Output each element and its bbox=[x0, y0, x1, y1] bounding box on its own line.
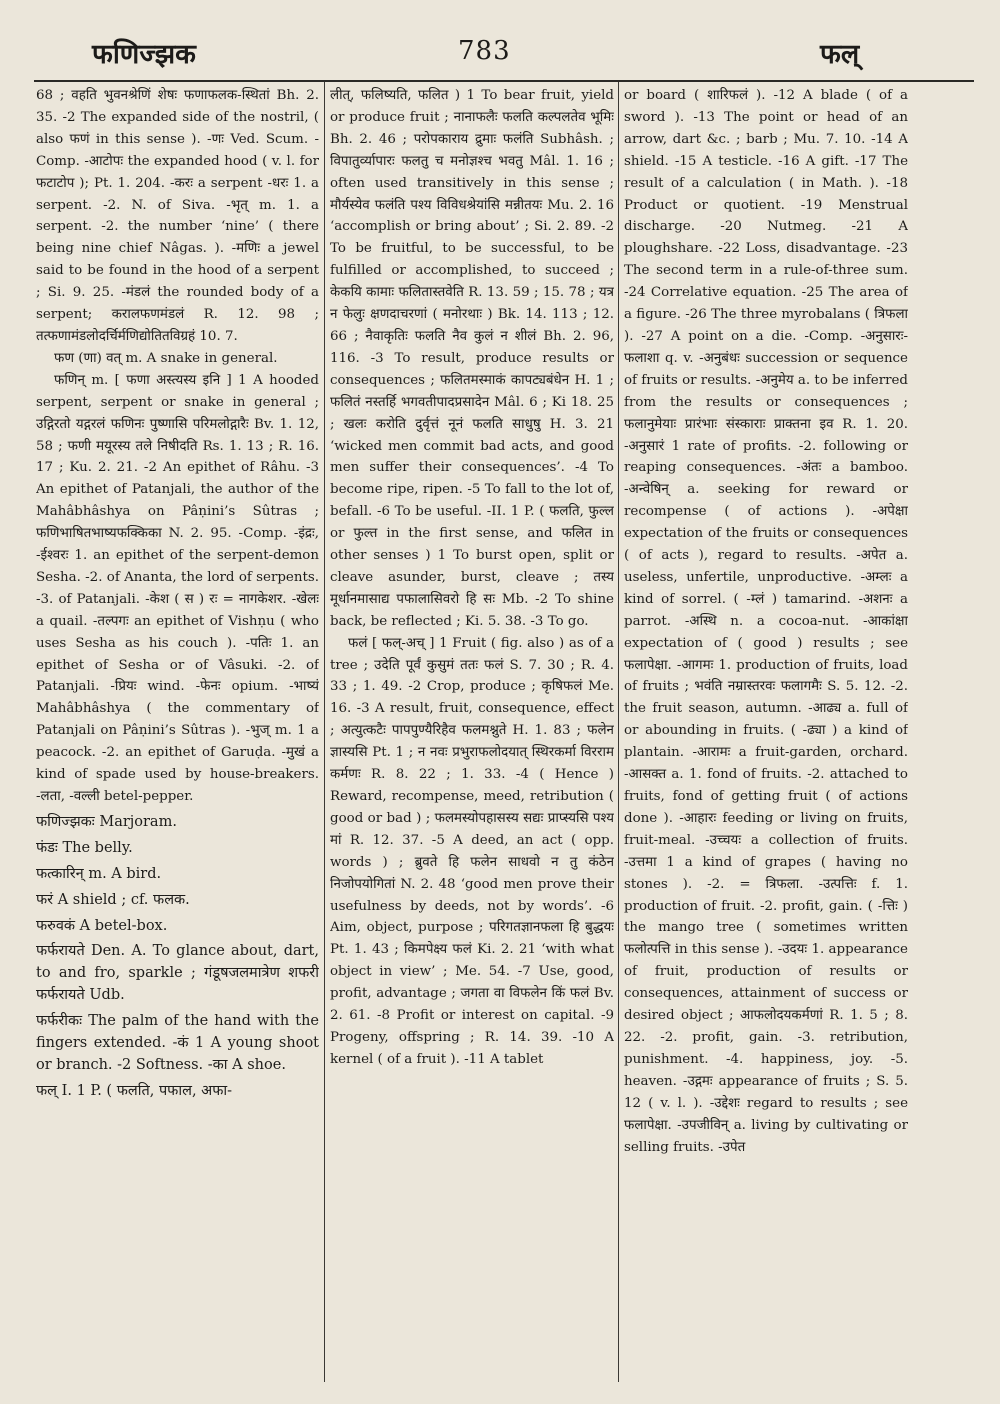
entry-text: फत्कारिन् m. A bird. bbox=[36, 865, 162, 882]
header-rule bbox=[34, 80, 974, 82]
entry-text: फण (णा) वत् m. A snake in general. bbox=[54, 350, 278, 366]
entry-text: or board ( शारिफलं ). -12 A blade ( of a sword ). -13 The point or head of an arrow, dart &c. ; barb ; Mu. 7. 10. -14 A shield. -15 A testicle. -16 A gift. -17 The result of a calculation ( in Math. ). -18 Product or quotient. -19 Menstrual discharge. -20 Nutmeg. -21 A ploughshare. -22 Loss, disadvantage. -23 The second term in a rule-of-three sum. -24 Correlative equation. -25 The area of a figure. -26 The three myrobalans ( त्रिफला ). -27 A point on a die. -Comp. -अनुसारः-फलाशा q. v. -अनुबंधः succession or sequence of fruits or results. -अनुमेय a. to be inferred from the results or consequences ; फलानुमेयाः प्रारंभाः संस्काराः प्राक्तना इव R. 1. 20. -अनुसारं 1 rate of profits. -2. following or reaping consequences. -अंतः a bamboo. -अन्वेषिन् a. seeking for reward or recompense ( of actions ). -अपेक्षा expectation of the fruits or consequences ( of acts ), regard to results. -अपेत a. useless, unfertile, unproductive. -अम्लः a kind of sorrel. ( -म्लं ) tamarind. -अशनः a parrot. -अस्थि n. a cocoa-nut. -आकांक्षा expectation of ( good ) results ; see फलापेक्षा. -आगमः 1. production of fruits, load of fruits ; भवंति नम्रास्तरवः फलागमैः S. 5. 12. -2. the fruit season, autumn. -आढ्य a. full of or abounding in fruits. ( -ढ्या ) a kind of plantain. -आरामः a fruit-garden, orchard. -आसक्त a. 1. fond of fruits. -2. attached to fruits, fond of getting fruit ( of actions done ). -आहारः feeding or living on fruits, fruit-meal. -उच्चयः a collection of fruits. -उत्तमा 1 a kind of grapes ( having no stones ). -2. = त्रिफला. -उत्पत्तिः f. 1. production of fruit. -2. profit, gain. ( -त्तिः ) the mango tree ( sometimes written फलोत्पत्ति in this sense ). -उदयः 1. appearance of fruit, production of results or consequences, attainment of success or desired object ; आफलोदयकर्मणां R. 1. 5 ; 8. 22. -2. profit, gain. -3. retribution, punishment. -4. happiness, joy. -5. heaven. -उद्गमः appearance of fruits ; S. 5. 12 ( v. l. ). -उद्देशः regard to results ; see फलापेक्षा. -उपजीविन् a. living by cultivating or selling fruits. -उपेत bbox=[624, 88, 908, 1155]
column-divider bbox=[324, 82, 325, 1382]
headword-entries bbox=[36, 812, 319, 1103]
column-divider bbox=[618, 82, 619, 1382]
page-number: 783 bbox=[458, 36, 511, 66]
entry-text: फरुवकं A betel-box. bbox=[36, 917, 168, 934]
entry-text: फंडः The belly. bbox=[36, 839, 133, 856]
right-running-headword: फल् bbox=[820, 39, 860, 70]
column-left bbox=[36, 85, 319, 1385]
entry-text: फलं [ फल्-अच् ] 1 Fruit ( fig. also ) as of a tree ; उदेति पूर्वं कुसुमं ततः फलं S. 7. 30 ; R. 4. 33 ; 1. 49. -2 Crop, produce ; कृषिफलं Me. 16. -3 A result, fruit, consequence, effect ; अत्युत्कटैः पापपुण्यैरिहैव फलमश्नुते H. 1. 83 ; फलेन ज्ञास्यसि Pt. 1 ; न नवः प्रभुराफलोदयात् स्थिरकर्मा विरराम कर्मणः R. 8. 22 ; 1. 33. -4 ( Hence ) Reward, recompense, meed, retribution ( good or bad ) ; फलमस्योपहासस्य सद्यः प्राप्स्यसि पश्य मां R. 12. 37. -5 A deed, an act ( opp. words ) ; ब्रुवते हि फलेन साधवो न तु कंठेन निजोपयोगितां N. 2. 48 ‘good men prove their usefulness by deeds, not by words’. -6 Aim, object, purpose ; परिगतज्ञानफला हि बुद्धयः Pt. 1. 43 ; किमपेक्ष्य फलं Ki. 2. 21 ‘with what object in view’ ; Me. 54. -7 Use, good, profit, advantage ; जगता वा विफलेन किं फलं Bv. 2. 61. -8 Profit or interest on capital. -9 Progeny, offspring ; R. 14. 39. -10 A kernel ( of a fruit ). -11 A tablet bbox=[330, 635, 614, 1067]
entry-text: फणिज्झकः Marjoram. bbox=[36, 813, 177, 830]
entry-text: फर्फरायते Den. A. To glance about, dart, to and fro, sparkle ; गंडूषजलमात्रेण शफरी फर्फरायते Udb. bbox=[36, 943, 319, 1004]
left-running-headword: फणिज्झक bbox=[92, 39, 196, 70]
entry-text: फरं A shield ; cf. फलक. bbox=[36, 891, 190, 908]
page-header bbox=[0, 28, 1000, 76]
entry-text: फल् I. 1 P. ( फलति, पफाल, अफा- bbox=[36, 1082, 233, 1099]
entry-text: 68 ; वहति भुवनश्रेणिं शेषः फणाफलक-स्थितां Bh. 2. 35. -2 The expanded side of the nostril, ( also फणं in this sense ). -णः Ved. Scum. -Comp. -आटोपः the expanded hood ( v. l. for फटाटोप ); Pt. 1. 204. -करः a serpent -धरः 1. a serpent. -2. N. of Siva. -भृत् m. 1. a serpent. -2. the number ‘nine’ ( there being nine chief Nâgas. ). -मणिः a jewel said to be found in the hood of a serpent ; Si. 9. 25. -मंडलं the rounded body of a serpent; करालफणमंडलं R. 12. 98 ; तत्फणामंडलोदर्चिर्मणिद्योतितविग्रहं 10. 7. bbox=[36, 88, 319, 344]
column-middle bbox=[330, 85, 614, 1385]
entry-text: फर्फरीकः The palm of the hand with the fingers extended. -कं 1 A young shoot or branch. -2 Softness. -का A shoe. bbox=[36, 1013, 319, 1073]
entry-text: लीत्, फलिष्यति, फलित ) 1 To bear fruit, yield or produce fruit ; नानाफलैः फलति कल्पलतेव भूमिः Bh. 2. 46 ; परोपकाराय द्रुमाः फलंति Subhâsh. ; विपातुर्व्यापारः फलतु च मनोज्ञश्च भवतु Mâl. 1. 16 ; often used transitively in this sense ; मौर्यस्येव फलंति पश्य विविधश्रेयांसि मन्नीतयः Mu. 2. 16 ‘accomplish or bring about’ ; Si. 2. 89. -2 To be fruitful, to be successful, to be fulfilled or accomplished, to succeed ; केकयि कामाः फलितास्तवेति R. 13. 59 ; 15. 78 ; यत्र न फेलुः क्षणदाचरणां ( मनोरथाः ) Bk. 14. 113 ; 12. 66 ; नैवाकृतिः फलति नैव कुलं न शीलं Bh. 2. 96, 116. -3 To result, produce results or consequences ; फलितमस्माकं कापट्यबंधेन H. 1 ; फलितं नस्तर्हि भगवतीपादप्रसादेन Mâl. 6 ; Ki 18. 25 ; खलः करोति दुर्वृत्तं नूनं फलति साधुषु H. 3. 21 ‘wicked men commit bad acts, and good men suffer their consequences’. -4 To become ripe, ripen. -5 To fall to the lot of, befall. -6 To be useful. -II. 1 P. ( फलति, फुल्ल or फुल्त in the first sense, and फलित in other senses ) 1 To burst open, split or cleave asunder, burst, cleave ; तस्य मूर्धानमासाद्य पफालासिवरो हि सः Mb. -2 To shine back, be reflected ; Ki. 5. 38. -3 To go. bbox=[330, 88, 614, 629]
column-right bbox=[624, 85, 908, 1385]
entry-text: फणिन् m. [ फणा अस्त्यस्य इनि ] 1 A hooded serpent, serpent or snake in general ; उद्गिरतो यद्गरलं फणिनः पुष्णासि परिमलोद्गारैः Bv. 1. 12, 58 ; फणी मयूरस्य तले निषीदति Rs. 1. 13 ; R. 16. 17 ; Ku. 2. 21. -2 An epithet of Râhu. -3 An epithet of Patanjali, the author of the Mahâbhâshya on Pâṇini’s Sûtras ; फणिभाषितभाष्यफक्किका N. 2. 95. -Comp. -इंद्रः, -ईश्वरः 1. an epithet of the serpent-demon Sesha. -2. of Ananta, the lord of serpents. -3. of Patanjali. -केश ( स ) रः = नागकेशर. -खेलः a quail. -तल्पगः an epithet of Vishṇu ( who uses Sesha as his couch ). -पतिः 1. an epithet of Sesha or of Vâsuki. -2. of Patanjali. -प्रियः wind. -फेनः opium. -भाष्यं Mahâbhâshya ( the commentary of Patanjali on Pâṇini’s Sûtras ). -भुज् m. 1 a peacock. -2. an epithet of Garuḍa. -मुखं a kind of spade used by house-breakers. -लता, -वल्ली betel-pepper. bbox=[36, 372, 319, 804]
